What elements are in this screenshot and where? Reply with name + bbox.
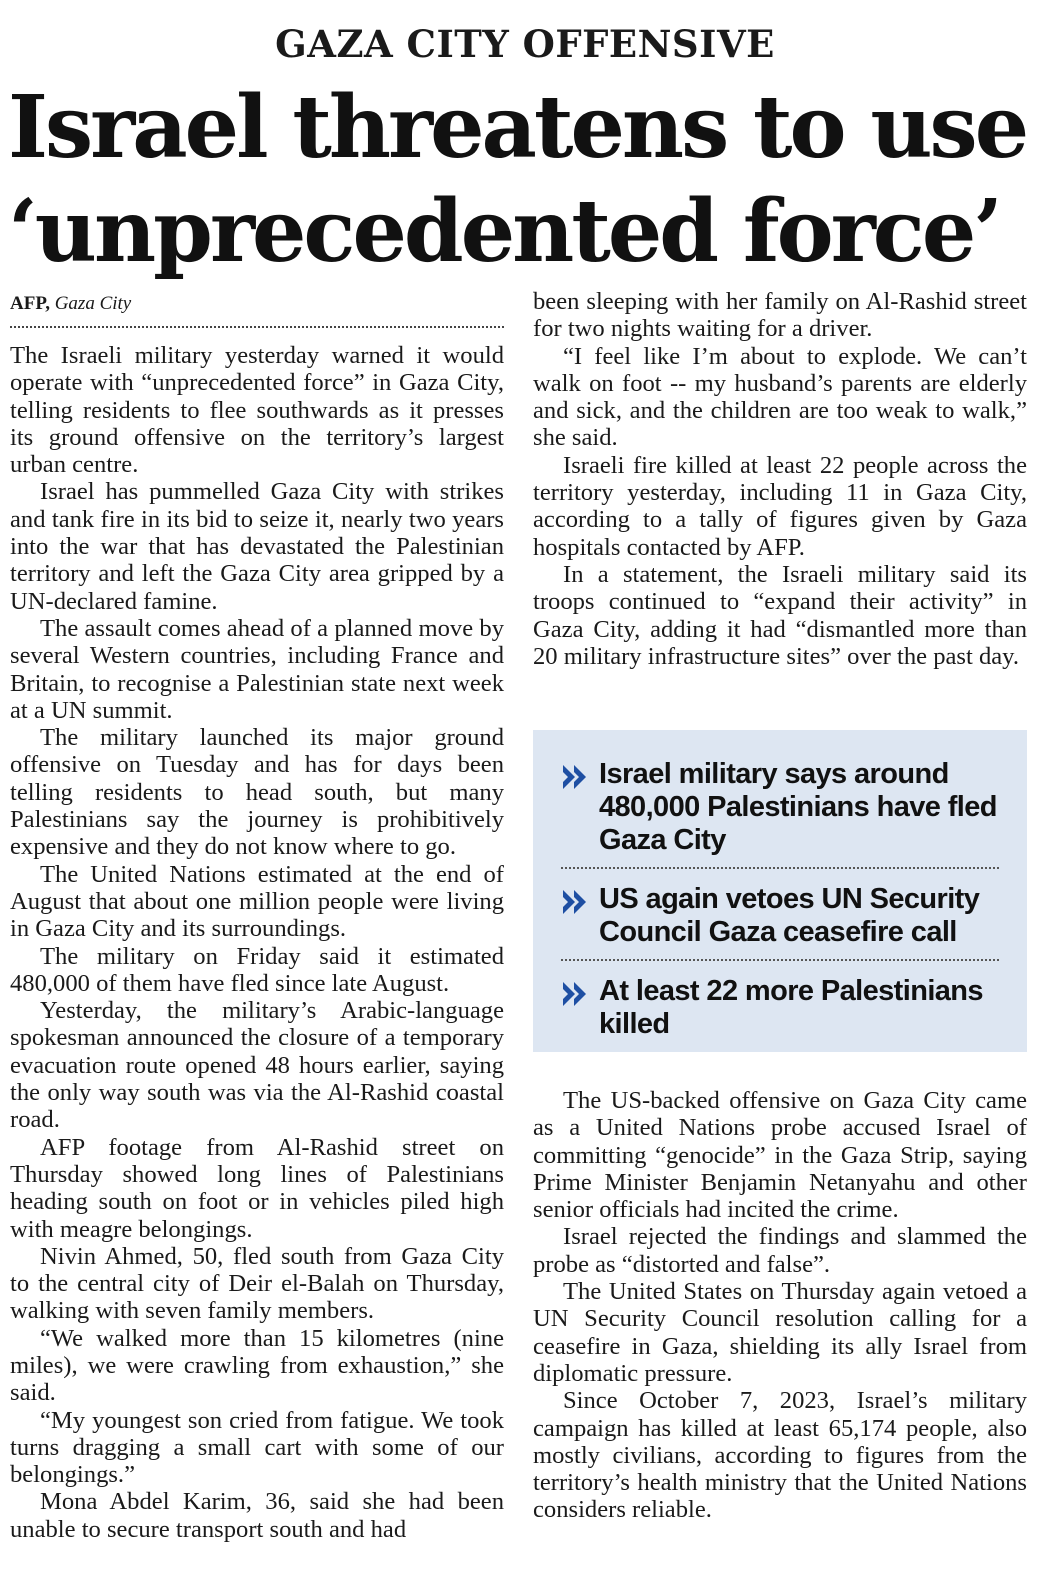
byline-agency: AFP, (10, 293, 50, 314)
paragraph: The Israeli military yesterday warned it would operate with “unprecedented force” in Gaza City, telling residents to flee southwards as it presses its ground offensive on the territory’s largest urban centre. (10, 342, 504, 479)
paragraph: The United Nations estimated at the end of August that about one million people were living in Gaza City and its surroundings. (10, 860, 504, 943)
paragraph: Israeli fire killed at least 22 people across the territory yesterday, including 11 in Gaza City, according to a tally of figures given by Gaza hospitals contacted by AFP. (533, 451, 1027, 561)
paragraph: Israel rejected the findings and slammed the probe as “distorted and false”. (533, 1223, 1027, 1278)
double-chevron-icon (561, 979, 591, 1009)
key-point-text: US again vetoes UN Security Council Gaza ceasefire call (599, 883, 980, 948)
paragraph: “We walked more than 15 kilometres (nine miles), we were crawling from exhaustion,” she said. (10, 1324, 504, 1407)
paragraph: Israel has pummelled Gaza City with strikes and tank fire in its bid to seize it, nearly two years into the war that has devastated the Palestinian territory and left the Gaza City area gripped by a UN-declared famine. (10, 478, 504, 615)
paragraph: been sleeping with her family on Al-Rashid street for two nights waiting for a driver. (533, 288, 1027, 343)
byline (10, 288, 504, 328)
paragraph: The military launched its major ground offensive on Tuesday and has for days been telling residents to head south, but many Palestinians say the journey is prohibitively expensive and they do not know where to go. (10, 724, 504, 861)
key-point (561, 969, 999, 1051)
section-kicker: GAZA CITY OFFENSIVE (275, 22, 775, 66)
paragraph: Yesterday, the military’s Arabic-language spokesman announced the closure of a temporary evacuation route opened 48 hours earlier, saying the only way south was via the Al-Rashid coastal road. (10, 997, 504, 1134)
paragraph: “My youngest son cried from fatigue. We took turns dragging a small cart with some of our belongings.” (10, 1406, 504, 1489)
article-column-left (10, 288, 504, 1543)
article-column-right-top (533, 288, 1027, 670)
headline (8, 76, 1048, 284)
paragraph: “I feel like I’m about to explode. We can’t walk on foot -- my husband’s parents are elderly and sick, and the children are too weak to walk,” she said. (533, 342, 1027, 452)
key-point (561, 752, 999, 869)
article-column-right-bottom (533, 1087, 1027, 1524)
key-point-text: At least 22 more Palestinians killed (599, 975, 983, 1040)
paragraph: The military on Friday said it estimated 480,000 of them have fled since late August. (10, 942, 504, 997)
key-point-text: Israel military says around 480,000 Palestinians have fled Gaza City (599, 758, 997, 856)
headline-line-2: ‘unprecedented force’ (8, 181, 1001, 282)
headline-line-1: Israel threatens to use (8, 77, 1027, 178)
paragraph: AFP footage from Al-Rashid street on Thursday showed long lines of Palestinians heading south on foot or in vehicles piled high with meagre belongings. (10, 1133, 504, 1243)
paragraph: Since October 7, 2023, Israel’s military campaign has killed at least 65,174 people, also mostly civilians, according to figures from the territory’s health ministry that the United Nations considers reliable. (533, 1387, 1027, 1524)
paragraph: The United States on Thursday again vetoed a UN Security Council resolution calling for a ceasefire in Gaza, shielding its ally Israel from diplomatic pressure. (533, 1278, 1027, 1387)
paragraph: The US-backed offensive on Gaza City came as a United Nations probe accused Israel of committing “genocide” in the Gaza Strip, saying Prime Minister Benjamin Netanyahu and other senior officials had incited the crime. (533, 1087, 1027, 1224)
paragraph: Mona Abdel Karim, 36, said she had been unable to secure transport south and had (10, 1488, 504, 1543)
key-points-box (533, 730, 1027, 1052)
paragraph: Nivin Ahmed, 50, fled south from Gaza City to the central city of Deir el-Balah on Thursday, walking with seven family members. (10, 1242, 504, 1325)
double-chevron-icon (561, 887, 591, 917)
key-point (561, 877, 999, 961)
byline-dateline: Gaza City (54, 293, 132, 314)
paragraph: In a statement, the Israeli military said its troops continued to “expand their activity” in Gaza City, adding it had “dismantled more than 20 military infrastructure sites” over the past day. (533, 560, 1027, 670)
double-chevron-icon (561, 762, 591, 792)
paragraph: The assault comes ahead of a planned move by several Western countries, including France and Britain, to recognise a Palestinian state next week at a UN summit. (10, 614, 504, 724)
